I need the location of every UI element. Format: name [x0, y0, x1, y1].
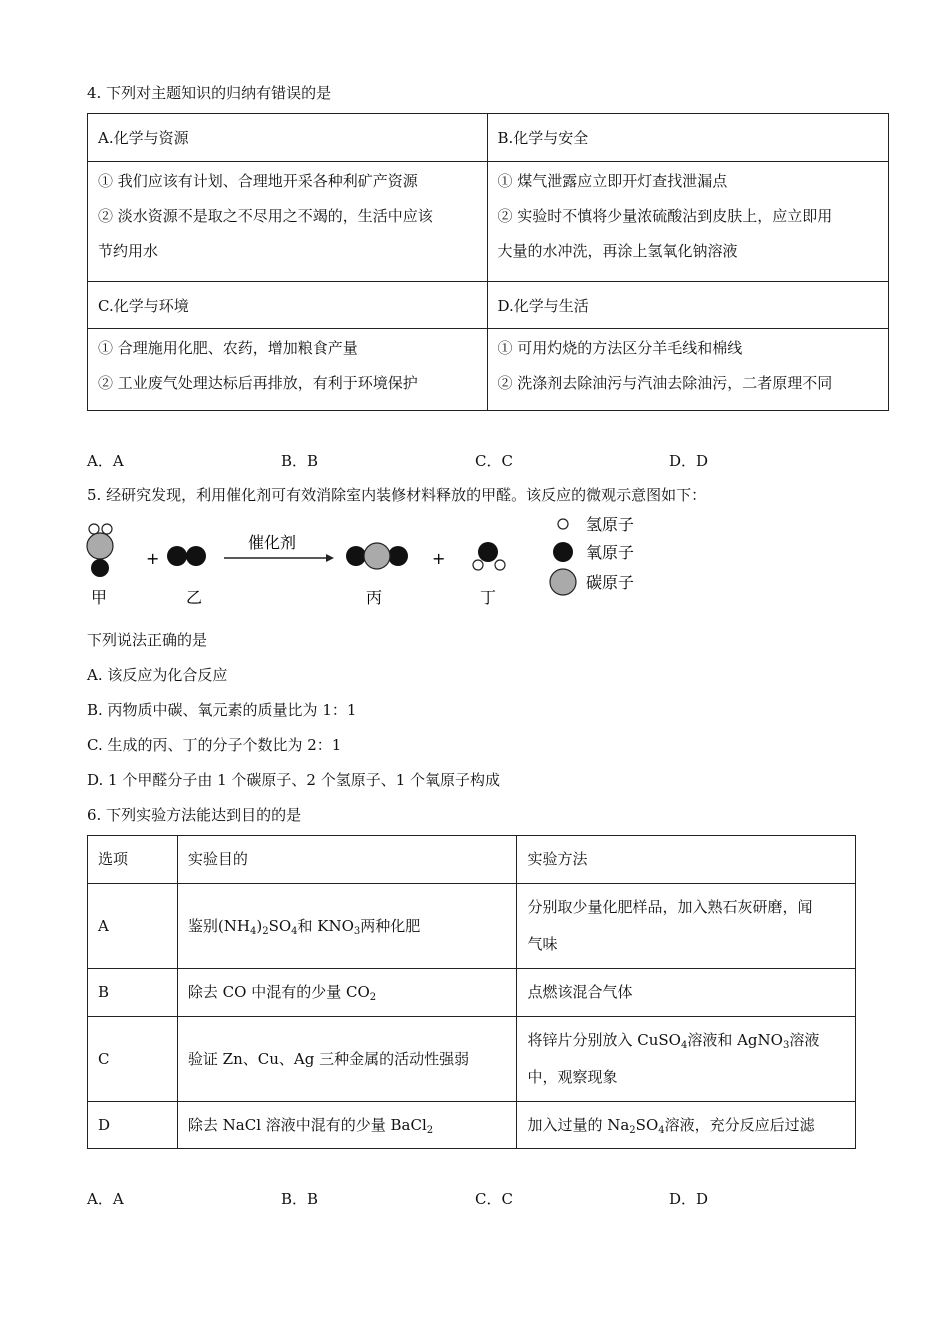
legend-carbon: 碳原子: [586, 573, 635, 592]
label-jia: 甲: [91, 588, 108, 607]
carbon-atom: [364, 543, 390, 569]
q6-option-b[interactable]: B．B: [281, 1190, 319, 1208]
oxygen-atom: [346, 546, 366, 566]
legend-oxygen: 氧原子: [586, 543, 635, 562]
row-d-purpose: 除去 NaCl 溶液中混有的少量 BaCl$_2$: [177, 1102, 517, 1149]
q4-option-a[interactable]: A．A: [87, 452, 124, 470]
carbon-legend-icon: [550, 569, 576, 595]
q4-cell-c-title: C.化学与环境: [88, 282, 488, 329]
oxygen-atom: [91, 559, 109, 577]
molecule-yi: [167, 546, 206, 566]
oxygen-atom: [388, 546, 408, 566]
q5-choice-d[interactable]: D. 1 个甲醛分子由 1 个碳原子、2 个氢原子、1 个氧原子构成: [87, 771, 501, 789]
q4-cell-a-title: A.化学与资源: [88, 114, 488, 162]
q4-option-d[interactable]: D．D: [669, 452, 709, 470]
q6-table: [87, 835, 856, 1149]
q4-cell-c-content: ① 合理施用化肥、农药，增加粮食产量 ② 工业废气处理达标后再排放，有利于环境保护: [88, 329, 488, 411]
q6-option-d[interactable]: D．D: [669, 1190, 709, 1208]
row-d-option: D: [88, 1102, 178, 1149]
q6-option-c[interactable]: C．C: [475, 1190, 513, 1208]
row-b-purpose: 除去 CO 中混有的少量 $CO_2$: [177, 969, 517, 1017]
oxygen-legend-icon: [553, 542, 573, 562]
oxygen-atom: [167, 546, 187, 566]
plus-sign: +: [432, 549, 446, 568]
header-purpose: 实验目的: [177, 836, 517, 884]
q5-stem: 5. 经研究发现，利用催化剂可有效消除室内装修材料释放的甲醛。该反应的微观示意图如下：: [87, 486, 707, 504]
q5-reaction-diagram: [80, 512, 660, 612]
label-ding: 丁: [480, 588, 497, 607]
hydrogen-atom: [102, 524, 112, 534]
hydrogen-atom: [495, 560, 505, 570]
legend-hydrogen: 氢原子: [586, 515, 635, 534]
q4-cell-d-title: D.化学与生活: [487, 282, 889, 329]
hydrogen-atom: [473, 560, 483, 570]
label-bing: 丙: [366, 588, 383, 607]
table-row: [88, 884, 856, 969]
table-row: [88, 1102, 856, 1149]
row-b-method: 点燃该混合气体: [517, 969, 856, 1017]
q4-cell-b-content: ① 煤气泄露应立即开灯查找泄漏点 ② 实验时不慎将少量浓硫酸沾到皮肤上，应立即用 大量的水冲洗，再涂上氢氧化钠溶液: [487, 162, 889, 282]
q6-option-a[interactable]: A．A: [87, 1190, 124, 1208]
catalyst-label: 催化剂: [248, 533, 297, 552]
q4-table: [87, 113, 889, 411]
oxygen-atom: [478, 542, 498, 562]
q4-cell-a-content: ① 我们应该有计划、合理地开采各种利矿产资源 ② 淡水资源不是取之不尽用之不竭的，生活中应该 节约用水: [88, 162, 488, 282]
q6-stem: 6. 下列实验方法能达到目的的是: [87, 806, 302, 824]
row-b-option: B: [88, 969, 178, 1017]
q4-stem: 4. 下列对主题知识的归纳有错误的是: [87, 84, 332, 102]
row-a-purpose: 鉴别$(NH_4)_2SO_4$和 $KNO_3$两种化肥: [177, 884, 517, 969]
row-a-option: A: [88, 884, 178, 969]
row-a-method: 分别取少量化肥样品，加入熟石灰研磨，闻 气味: [517, 884, 856, 969]
carbon-atom: [87, 533, 113, 559]
q5-choice-b[interactable]: B. 丙物质中碳、氧元素的质量比为 1：1: [87, 701, 357, 719]
plus-sign: +: [146, 549, 160, 568]
q5-choice-a[interactable]: A. 该反应为化合反应: [87, 666, 228, 684]
q4-cell-d-content: ① 可用灼烧的方法区分羊毛线和棉线 ② 洗涤剂去除油污与汽油去除油污，二者原理不同: [487, 329, 889, 411]
header-method: 实验方法: [517, 836, 856, 884]
table-row: [88, 1017, 856, 1102]
label-yi: 乙: [186, 588, 203, 607]
table-row: [88, 969, 856, 1017]
hydrogen-legend-icon: [558, 519, 568, 529]
header-option: 选项: [88, 836, 178, 884]
q4-option-c[interactable]: C．C: [475, 452, 513, 470]
q4-cell-b-title: B.化学与安全: [487, 114, 889, 162]
q5-choice-c[interactable]: C. 生成的丙、丁的分子个数比为 2：1: [87, 736, 342, 754]
q5-prompt: 下列说法正确的是: [87, 631, 208, 649]
row-d-method: 加入过量的 $Na_2SO_4$溶液，充分反应后过滤: [517, 1102, 856, 1149]
legend: [550, 515, 634, 595]
oxygen-atom: [186, 546, 206, 566]
row-c-method: 将锌片分别放入 CuSO$_4$溶液和 AgNO$_3$溶液 中，观察现象: [517, 1017, 856, 1102]
row-c-purpose: 验证 Zn、Cu、Ag 三种金属的活动性强弱: [177, 1017, 517, 1102]
table-header-row: [88, 836, 856, 884]
q4-option-b[interactable]: B．B: [281, 452, 319, 470]
arrow-head-icon: [326, 554, 334, 562]
molecule-ding: [473, 542, 505, 570]
row-c-option: C: [88, 1017, 178, 1102]
hydrogen-atom: [89, 524, 99, 534]
molecule-jia: [87, 524, 113, 577]
molecule-bing: [346, 543, 408, 569]
